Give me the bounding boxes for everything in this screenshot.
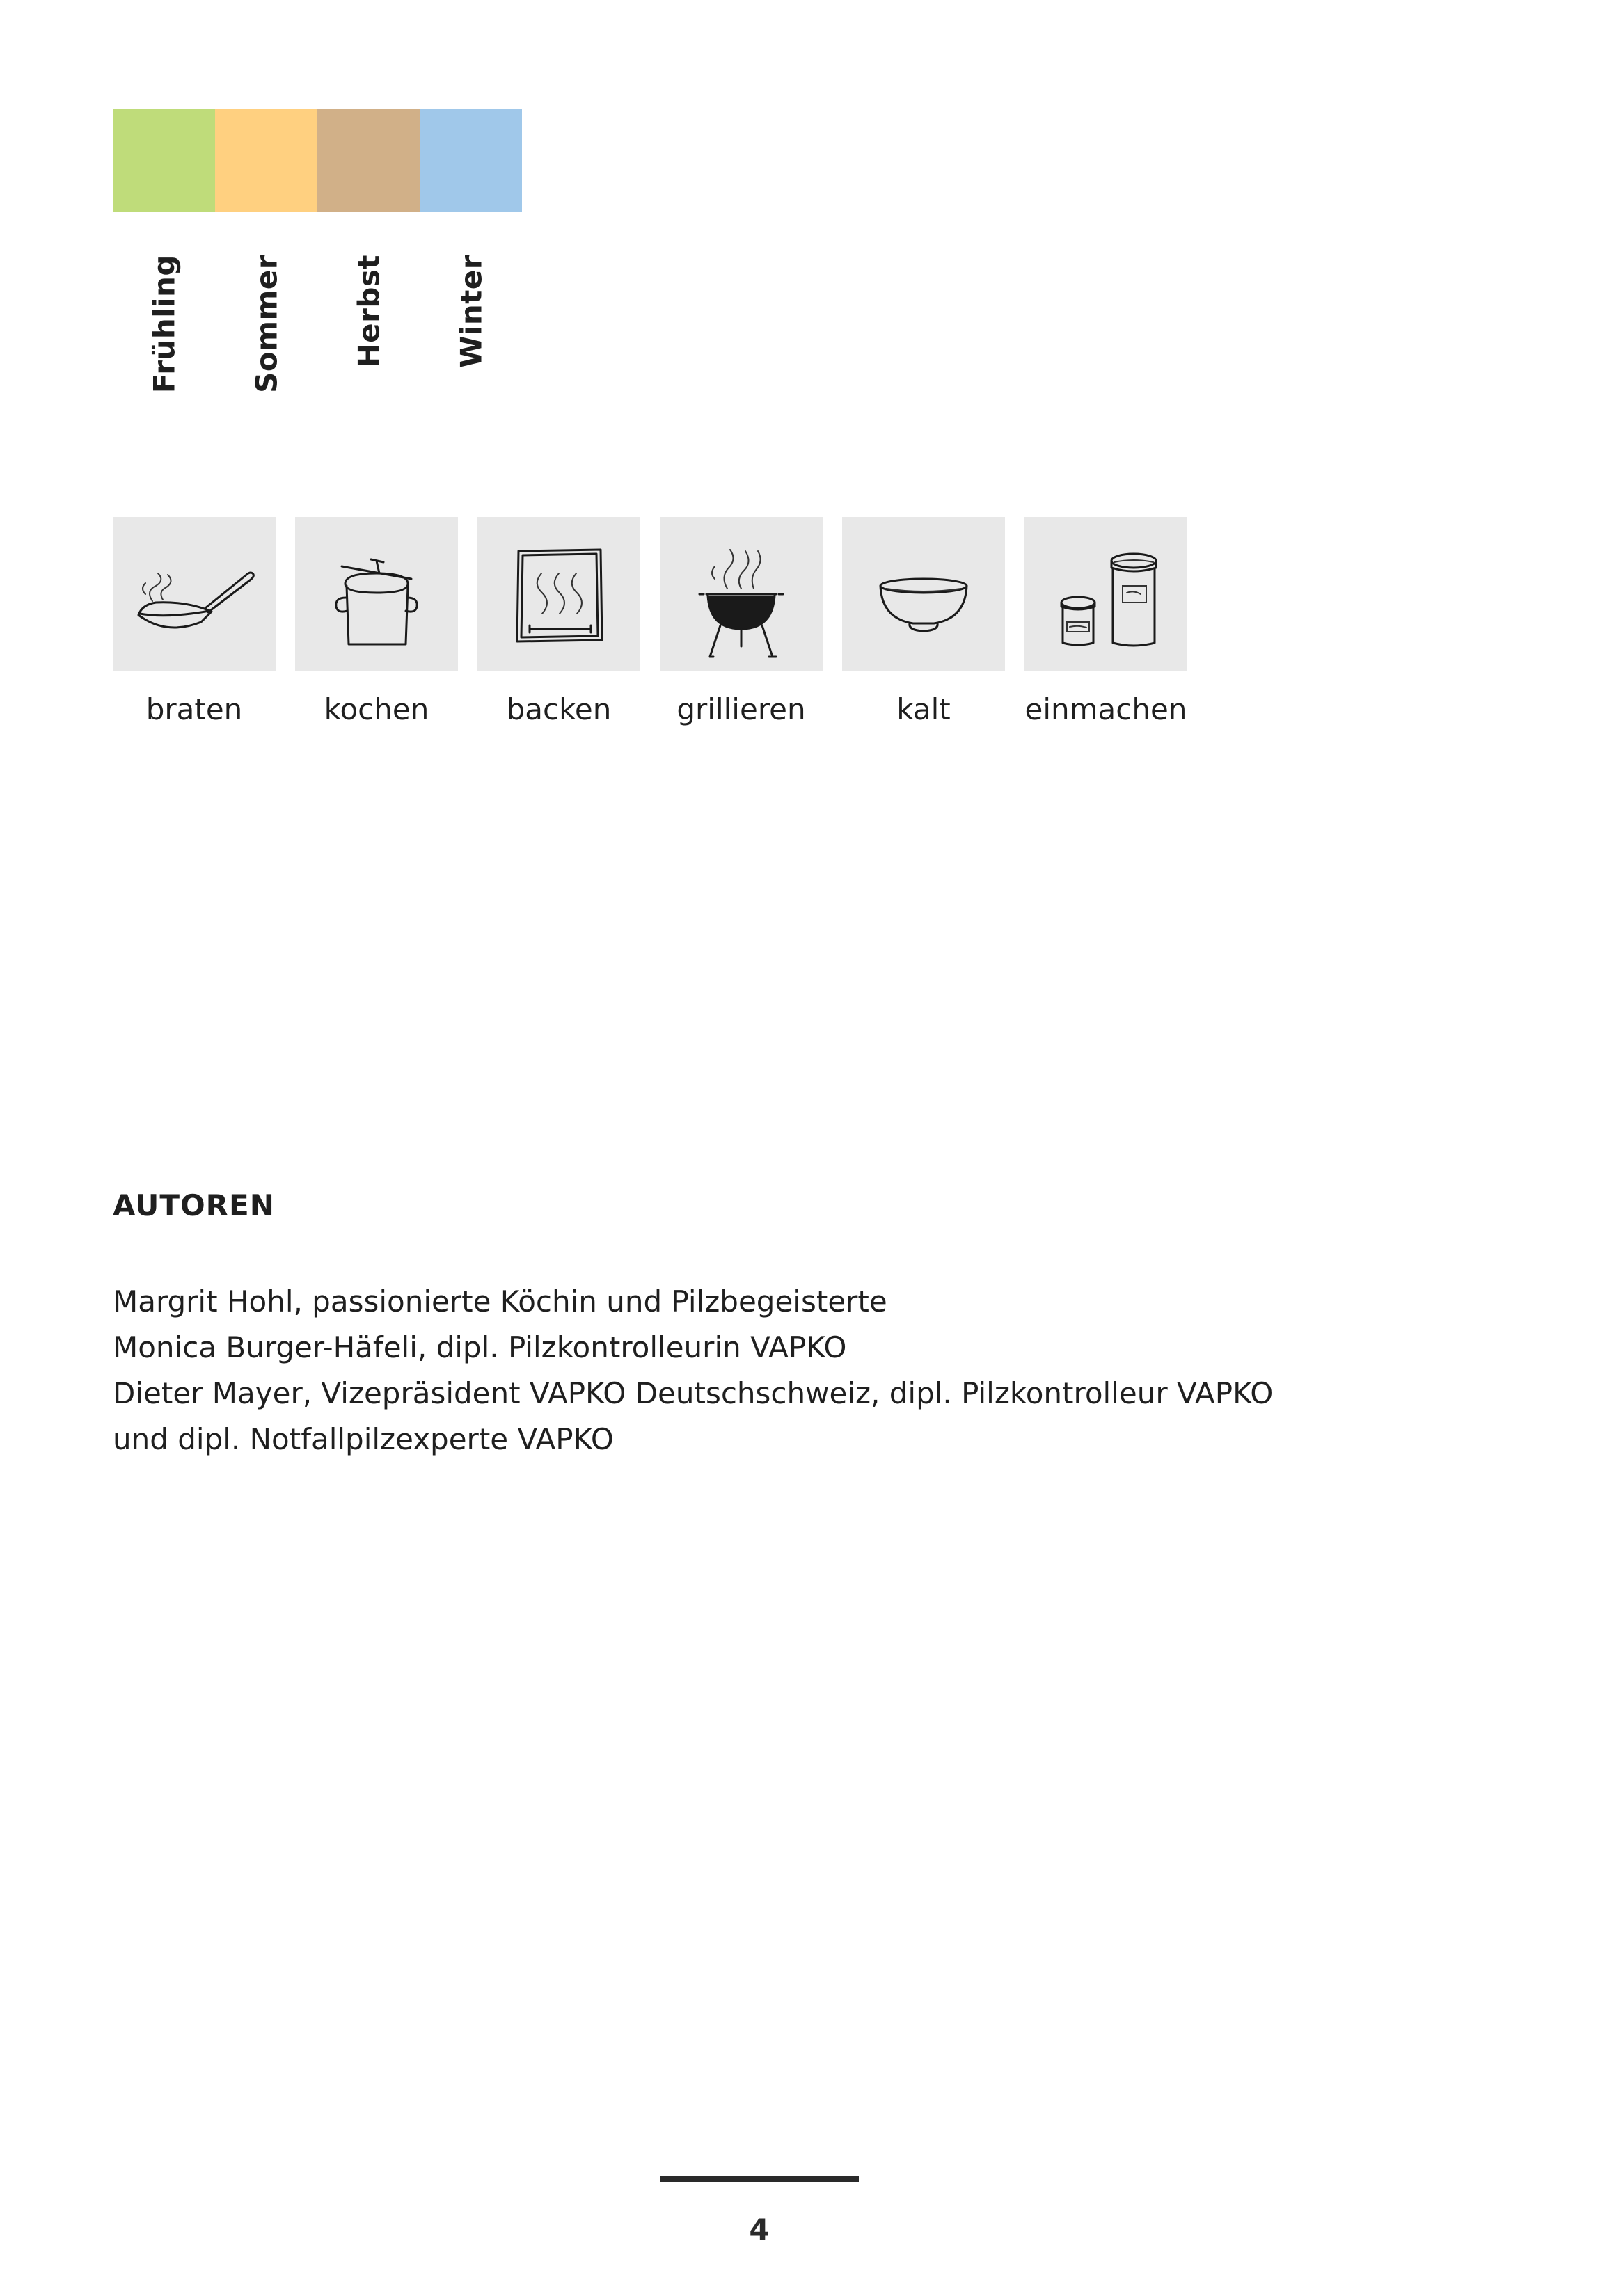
jars-icon	[1024, 517, 1187, 671]
author-line: Margrit Hohl, passionierte Köchin und Pilzbegeisterte	[113, 1284, 887, 1318]
season-winter	[420, 109, 522, 368]
method-label-kalt: kalt	[896, 692, 951, 726]
bowl-icon	[842, 517, 1005, 671]
season-swatch-summer	[215, 109, 317, 212]
authors-list	[113, 1279, 1274, 1462]
method-grillieren	[660, 517, 823, 726]
season-swatch-spring	[113, 109, 215, 212]
season-label-summer: Sommer	[249, 255, 283, 393]
grill-icon	[660, 517, 823, 671]
method-einmachen	[1024, 517, 1187, 726]
method-kalt	[842, 517, 1005, 726]
author-line: und dipl. Notfallpilzexperte VAPKO	[113, 1422, 614, 1456]
season-spring	[113, 109, 215, 394]
cooking-methods	[113, 517, 1187, 726]
method-backen	[477, 517, 640, 726]
authors-heading: AUTOREN	[113, 1188, 275, 1222]
author-line: Monica Burger-Häfeli, dipl. Pilzkontrolleurin VAPKO	[113, 1330, 847, 1364]
method-label-kochen: kochen	[324, 692, 429, 726]
footer-rule	[660, 2176, 859, 2182]
method-braten	[113, 517, 276, 726]
method-label-backen: backen	[506, 692, 612, 726]
method-label-grillieren: grillieren	[676, 692, 806, 726]
method-label-braten: braten	[145, 692, 243, 726]
frying-pan-icon	[113, 517, 276, 671]
season-label-spring: Frühling	[147, 255, 181, 394]
cooking-pot-icon	[295, 517, 458, 671]
season-summer	[215, 109, 317, 393]
oven-icon	[477, 517, 640, 671]
page-number: 4	[749, 2213, 770, 2247]
season-autumn	[317, 109, 420, 368]
season-label-winter: Winter	[454, 255, 488, 368]
method-label-einmachen: einmachen	[1024, 692, 1187, 726]
season-swatch-autumn	[317, 109, 420, 212]
season-swatch-winter	[420, 109, 522, 212]
season-label-autumn: Herbst	[351, 255, 386, 368]
season-legend	[113, 109, 522, 394]
author-line: Dieter Mayer, Vizepräsident VAPKO Deutschschweiz, dipl. Pilzkontrolleur VAPKO	[113, 1376, 1274, 1410]
method-kochen	[295, 517, 458, 726]
